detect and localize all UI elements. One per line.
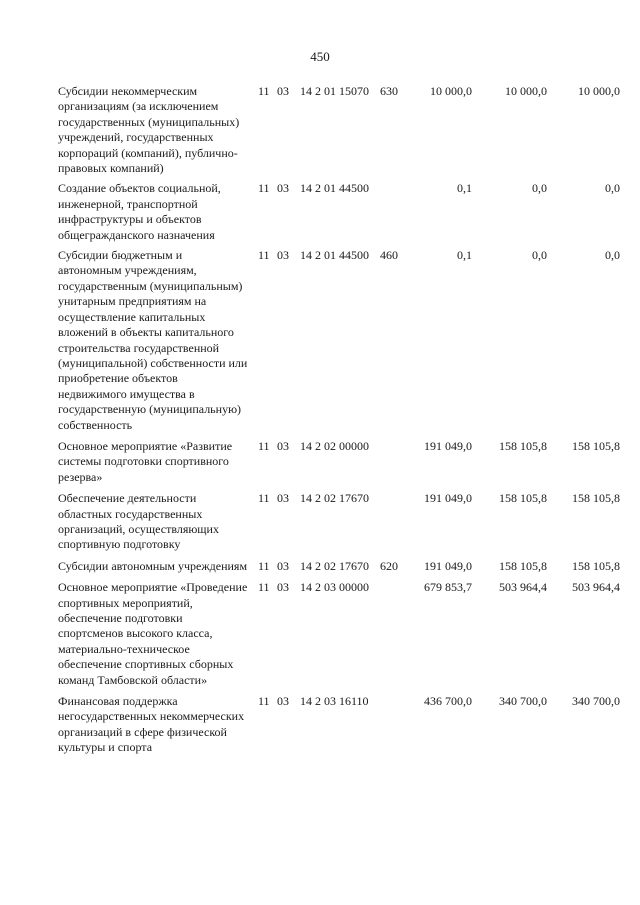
expense-type-code: 460 [380,248,398,263]
table-row [0,439,640,485]
target-article-code: 14 2 02 17670 [300,491,369,506]
amount-year-3: 0,0 [605,181,620,196]
subsection-code: 03 [277,694,289,709]
subsection-code: 03 [277,558,289,573]
table-row [0,491,640,553]
section-code: 11 [258,248,270,263]
page-number: 450 [310,49,330,64]
amount-year-2: 0,0 [532,248,547,263]
amount-year-1: 10 000,0 [430,84,472,98]
section-code: 11 [258,181,270,196]
target-article-code: 14 2 03 00000 [300,580,369,595]
amount-year-2: 158 105,8 [499,558,547,573]
budget-table [0,84,640,756]
target-article-code: 14 2 03 16110 [300,694,369,709]
amount-year-2: 158 105,8 [499,438,547,453]
row-name: Обеспечение деятельности областных государственных организаций, осуществляющих спортивную подготовку [58,491,219,552]
subsection-code: 03 [277,438,289,453]
amount-year-2: 0,0 [532,181,547,196]
subsection-code: 03 [277,491,289,506]
amount-year-3: 340 700,0 [572,694,620,709]
expense-type-code: 630 [380,84,398,98]
amount-year-3: 158 105,8 [572,438,620,453]
table-row [0,559,640,574]
row-name: Финансовая поддержка негосударственных некоммерческих организаций в сфере физической культуры и спорта [58,694,245,755]
section-code: 11 [258,438,270,453]
amount-year-2: 503 964,4 [499,580,547,595]
target-article-code: 14 2 01 15070 [300,84,369,98]
table-row [0,181,640,243]
amount-year-2: 158 105,8 [499,491,547,506]
amount-year-3: 158 105,8 [572,491,620,506]
target-article-code: 14 2 01 44500 [300,248,369,263]
subsection-code: 03 [277,84,289,98]
section-code: 11 [258,694,270,709]
target-article-code: 14 2 02 00000 [300,438,369,453]
row-name: Субсидии бюджетным и автономным учреждениям, государственным (муниципальным) унитарным предприятиям на осуществление капитальных вложений в объекты капитального строительства государственной (муниципальной) собственности или приобретение объектов недвижимого имущества в государственную (муниципальную) собственность [58,248,248,432]
expense-type-code: 620 [380,558,398,573]
table-row [0,580,640,688]
subsection-code: 03 [277,248,289,263]
row-name: Субсидии некоммерческим организациям (за исключением государственных (муниципальных) учреждений, государственных корпораций (компаний), публично-правовых компаний) [58,84,240,176]
amount-year-1: 0,1 [457,181,472,196]
amount-year-1: 191 049,0 [424,438,472,453]
table-row [0,84,640,176]
table-row [0,248,640,433]
amount-year-1: 191 049,0 [424,558,472,573]
amount-year-1: 679 853,7 [424,580,472,595]
target-article-code: 14 2 01 44500 [300,181,369,196]
target-article-code: 14 2 02 17670 [300,558,369,573]
amount-year-2: 10 000,0 [505,84,547,98]
section-code: 11 [258,491,270,506]
amount-year-3: 10 000,0 [578,84,620,98]
section-code: 11 [258,558,270,573]
amount-year-3: 0,0 [605,248,620,263]
amount-year-3: 158 105,8 [572,558,620,573]
subsection-code: 03 [277,181,289,196]
table-row [0,694,640,756]
section-code: 11 [258,84,270,98]
row-name: Основное мероприятие «Развитие системы подготовки спортивного резерва» [58,438,233,484]
amount-year-1: 436 700,0 [424,694,472,709]
section-code: 11 [258,580,270,595]
subsection-code: 03 [277,580,289,595]
amount-year-3: 503 964,4 [572,580,620,595]
amount-year-2: 340 700,0 [499,694,547,709]
row-name: Создание объектов социальной, инженерной, транспортной инфраструктуры и объектов общегражданского назначения [58,181,221,242]
amount-year-1: 0,1 [457,248,472,263]
row-name: Основное мероприятие «Проведение спортивных мероприятий, обеспечение подготовки спортсменов высокого класса, материально-техническое обеспечение спортивных сборных команд Тамбовской области» [58,580,248,687]
amount-year-1: 191 049,0 [424,491,472,506]
row-name: Субсидии автономным учреждениям [58,558,248,573]
